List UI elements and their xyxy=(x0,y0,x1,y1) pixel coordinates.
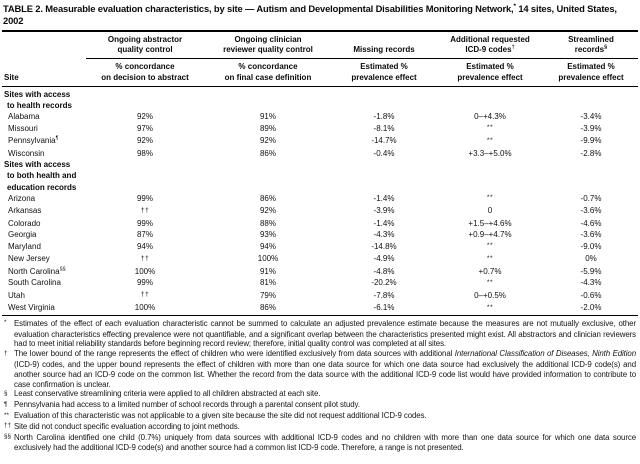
value-cell: 94% xyxy=(259,241,276,251)
col-header-icd9-codes xyxy=(436,31,544,59)
subheader-concordance-abstract xyxy=(86,59,204,86)
subheader-line: Estimated % xyxy=(567,62,615,72)
site-cell: Georgia xyxy=(8,230,37,240)
col-header-missing-records xyxy=(332,31,436,59)
cell-footnote-marker: ** xyxy=(486,242,494,250)
group-label-row xyxy=(2,159,638,193)
value-cell: -9.9% xyxy=(580,136,602,146)
site-cell: Pennsylvania¶ xyxy=(8,135,59,146)
table-row xyxy=(2,277,638,290)
value-cell: 99% xyxy=(136,278,153,288)
table-row xyxy=(2,111,638,123)
subheader-line: on decision to abstract xyxy=(101,72,189,82)
header-line: Ongoing abstractor xyxy=(107,35,183,44)
group-label-row xyxy=(2,86,638,111)
value-cell xyxy=(436,135,544,148)
footnote xyxy=(4,411,636,422)
site-cell: Missouri xyxy=(8,123,38,133)
table-body xyxy=(2,86,638,315)
value-cell: +3.3–+5.0% xyxy=(468,148,512,158)
group-label-line: education records xyxy=(7,182,77,192)
footnote-marker: ¶ xyxy=(4,400,8,408)
footnote-text: The lower bound of the range represents the effect of children who were identified exclusively from data sources with additional xyxy=(14,349,455,359)
footnote-text: North Carolina identified one child (0.7%) uniquely from data sources with additional ICD-9 codes and no children with more than one data source for which one data source exclusively had the additional ICD-9 code(s) and another source had a common list ICD-9 code. Therefore, a range is not presented. xyxy=(14,432,636,453)
table-row xyxy=(2,148,638,160)
group-label-line: to health records xyxy=(7,101,72,111)
value-cell: 0% xyxy=(585,254,597,264)
table-row xyxy=(2,229,638,241)
footnote xyxy=(4,389,636,400)
footnote-text-italic: International Classification of Diseases, Ninth Edition xyxy=(454,349,636,359)
footnote xyxy=(4,400,636,411)
site-cell: New Jersey xyxy=(8,254,50,264)
value-cell: 92% xyxy=(136,112,153,122)
subheader-line: prevalence effect xyxy=(351,72,417,82)
footnote-marker: § xyxy=(4,389,8,397)
header-line-text: records xyxy=(574,45,605,55)
site-cell: Maryland xyxy=(8,241,41,251)
value-cell: 99% xyxy=(136,193,153,203)
cell-footnote-marker: ** xyxy=(486,254,494,262)
table-row xyxy=(2,135,638,148)
table-row xyxy=(2,193,638,206)
value-cell: 92% xyxy=(136,136,153,146)
cell-footnote-marker: ** xyxy=(486,124,494,132)
site-column-header: Site xyxy=(2,59,86,86)
value-cell: 92% xyxy=(259,206,276,216)
value-cell: -1.4% xyxy=(373,193,395,203)
table-row xyxy=(2,218,638,230)
header-line: Ongoing clinician xyxy=(234,35,302,44)
value-cell: -3.6% xyxy=(580,206,602,216)
cell-footnote-marker: ** xyxy=(486,194,494,202)
value-cell: 86% xyxy=(259,303,276,313)
table-row xyxy=(2,205,638,218)
group-label xyxy=(2,159,638,193)
header-line-text: ICD-9 codes xyxy=(465,45,512,55)
col-header-clinician-qc xyxy=(204,31,332,59)
value-cell: 81% xyxy=(259,278,276,288)
site-cell: West Virginia xyxy=(8,303,55,313)
value-cell: 97% xyxy=(136,123,153,133)
value-cell: 89% xyxy=(259,123,276,133)
cell-footnote-marker: ** xyxy=(486,303,494,311)
footnote-marker: * xyxy=(4,319,7,327)
site-cell: North Carolina§§ xyxy=(8,266,66,276)
value-cell: -1.4% xyxy=(373,218,395,228)
value-cell: -4.3% xyxy=(580,278,602,288)
header-line: Missing records xyxy=(353,45,415,55)
value-cell: -1.8% xyxy=(373,112,395,122)
value-cell: -0.6% xyxy=(580,290,602,300)
header-line: reviewer quality control xyxy=(223,45,313,55)
footnote-text: Evaluation of this characteristic was not applicable to a given site because the site did not request additional ICD-9 codes. xyxy=(14,411,427,420)
value-cell xyxy=(86,290,204,303)
value-cell xyxy=(436,253,544,266)
subheader-missing-effect xyxy=(332,59,436,86)
footnote xyxy=(4,422,636,433)
value-cell xyxy=(436,302,544,315)
group-header-row xyxy=(2,31,638,59)
footnote-marker: †† xyxy=(4,422,12,430)
subheader-line: % concordance xyxy=(238,62,298,72)
value-cell: 100% xyxy=(134,303,156,313)
value-cell: 0–+4.3% xyxy=(474,112,506,122)
group-label-line: to both health and xyxy=(7,171,77,181)
group-label-line: Sites with access xyxy=(4,89,71,99)
value-cell: -3.9% xyxy=(373,206,395,216)
value-cell: -9.0% xyxy=(580,241,602,251)
value-cell: 99% xyxy=(136,218,153,228)
header-line xyxy=(544,45,638,55)
footnote-text: Estimates of the effect of each evaluation characteristic cannot be summed to calculate an adjusted prevalence estimate because the measures are not mutually exclusive, other evaluation characteristics effecting prevalence were not quantifiable, and a significant overlap between the characteristics presented might exist. All abstractors and clinician reviewers had to meet initial reliability standards before beginning record review; therefore, initial quality control was completed at all sites. xyxy=(14,318,636,349)
sub-header-row xyxy=(2,59,638,86)
subheader-line: prevalence effect xyxy=(558,72,624,82)
value-cell: -7.8% xyxy=(373,290,395,300)
value-cell: -14.8% xyxy=(371,241,397,251)
footnote-text: Site did not conduct specific evaluation according to joint methods. xyxy=(14,421,240,431)
value-cell: 94% xyxy=(136,241,153,251)
footnote-text: (ICD-9) codes, and the upper bound represents the effect of children with more than one data source for which one data source had exclusively the additional ICD-9 code(s) and another source had an ICD-9 code on the common list. Whether the record from the data source with the additional ICD-9 code list would have provided information to contribute to case confirmation is unclear. xyxy=(14,360,636,389)
title-footnote-marker: * xyxy=(513,2,516,10)
table-row xyxy=(2,123,638,136)
value-cell: 98% xyxy=(136,148,153,158)
value-cell: 92% xyxy=(259,136,276,146)
value-cell: -3.6% xyxy=(580,230,602,240)
site-cell: South Carolina xyxy=(8,278,61,288)
site-cell: Utah xyxy=(8,290,25,300)
footnote-marker-dagger: † xyxy=(511,44,515,51)
value-cell: 91% xyxy=(259,112,276,122)
value-cell: -3.9% xyxy=(580,123,602,133)
cell-footnote-marker: †† xyxy=(140,206,150,214)
value-cell: -0.7% xyxy=(580,193,602,203)
value-cell: -6.1% xyxy=(373,303,395,313)
table-row xyxy=(2,253,638,266)
subheader-concordance-case xyxy=(204,59,332,86)
value-cell: -4.9% xyxy=(373,254,395,264)
subheader-line: % concordance xyxy=(115,62,175,72)
value-cell: 87% xyxy=(136,230,153,240)
footnote-marker: §§ xyxy=(4,433,12,441)
cell-footnote-marker: †† xyxy=(140,254,150,262)
value-cell: -2.0% xyxy=(580,303,602,313)
value-cell: 86% xyxy=(259,148,276,158)
subheader-icd9-effect xyxy=(436,59,544,86)
value-cell: +0.9–+4.7% xyxy=(468,230,512,240)
footnote-marker: ** xyxy=(4,411,9,419)
title-text: TABLE 2. Measurable evaluation characteristics, by site — Autism and Developmental Disabilities Monitoring Network, xyxy=(3,3,514,14)
footnote xyxy=(4,349,636,389)
value-cell: -14.7% xyxy=(371,136,397,146)
value-cell: 93% xyxy=(259,230,276,240)
col-header-streamlined-records xyxy=(544,31,638,59)
site-cell: Colorado xyxy=(8,218,41,228)
value-cell: 79% xyxy=(259,290,276,300)
footnote-marker-section: § xyxy=(604,44,608,51)
title-text-cont: 14 sites, United States, 2002 xyxy=(3,3,617,26)
cell-footnote-marker: ** xyxy=(486,136,494,144)
footnote-text: Least conservative streamlining criteria were applied to all children abstracted at each site. xyxy=(14,389,321,399)
value-cell: 91% xyxy=(259,266,276,276)
value-cell: -8.1% xyxy=(373,123,395,133)
value-cell: -0.4% xyxy=(373,148,395,158)
value-cell xyxy=(86,253,204,266)
value-cell: 0 xyxy=(487,206,493,216)
site-cell: Arizona xyxy=(8,193,36,203)
value-cell: -20.2% xyxy=(371,278,397,288)
table-title xyxy=(2,3,638,26)
table-row xyxy=(2,290,638,303)
value-cell: -3.4% xyxy=(580,112,602,122)
site-footnote-marker: §§ xyxy=(59,266,66,273)
value-cell: 0–+0.5% xyxy=(474,290,506,300)
group-label-line: Sites with access xyxy=(4,160,71,170)
value-cell: +0.7% xyxy=(478,266,502,276)
cell-footnote-marker: ** xyxy=(486,278,494,286)
col-header-abstractor-qc xyxy=(86,31,204,59)
value-cell xyxy=(436,123,544,136)
header-line: quality control xyxy=(117,45,173,55)
subheader-line: on final case definition xyxy=(224,72,312,82)
site-cell: Wisconsin xyxy=(8,148,45,158)
value-cell xyxy=(436,241,544,254)
footnotes xyxy=(4,319,636,453)
footnote xyxy=(4,433,636,454)
value-cell xyxy=(436,193,544,206)
header-line: Additional requested xyxy=(450,35,530,44)
value-cell: -4.3% xyxy=(373,230,395,240)
value-cell: 86% xyxy=(259,193,276,203)
cell-footnote-marker: †† xyxy=(140,291,150,299)
value-cell: -4.8% xyxy=(373,266,395,276)
footnote-marker: † xyxy=(4,349,8,357)
subheader-line: prevalence effect xyxy=(457,72,523,82)
table-row xyxy=(2,266,638,278)
table-row xyxy=(2,302,638,315)
footnote-text: Pennsylvania had access to a limited number of school records through a parental consent pilot study. xyxy=(14,400,360,410)
value-cell xyxy=(86,205,204,218)
table-row xyxy=(2,241,638,254)
value-cell xyxy=(436,277,544,290)
subheader-streamlined-effect xyxy=(544,59,638,86)
site-cell: Arkansas xyxy=(8,206,42,216)
header-line xyxy=(436,45,544,55)
group-label xyxy=(2,86,638,111)
subheader-line: Estimated % xyxy=(360,62,408,72)
value-cell: 100% xyxy=(257,254,279,264)
site-cell: Alabama xyxy=(8,112,40,122)
subheader-line: Estimated % xyxy=(466,62,514,72)
value-cell: -2.8% xyxy=(580,148,602,158)
value-cell: 100% xyxy=(134,266,156,276)
value-cell: 88% xyxy=(259,218,276,228)
site-footnote-marker: ¶ xyxy=(55,135,59,142)
evaluation-table xyxy=(2,30,638,316)
value-cell: -5.9% xyxy=(580,266,602,276)
site-header-spacer xyxy=(2,31,86,59)
value-cell: +1.5–+4.6% xyxy=(468,218,512,228)
value-cell: -4.6% xyxy=(580,218,602,228)
header-line: Streamlined xyxy=(568,35,614,44)
footnote xyxy=(4,319,636,349)
